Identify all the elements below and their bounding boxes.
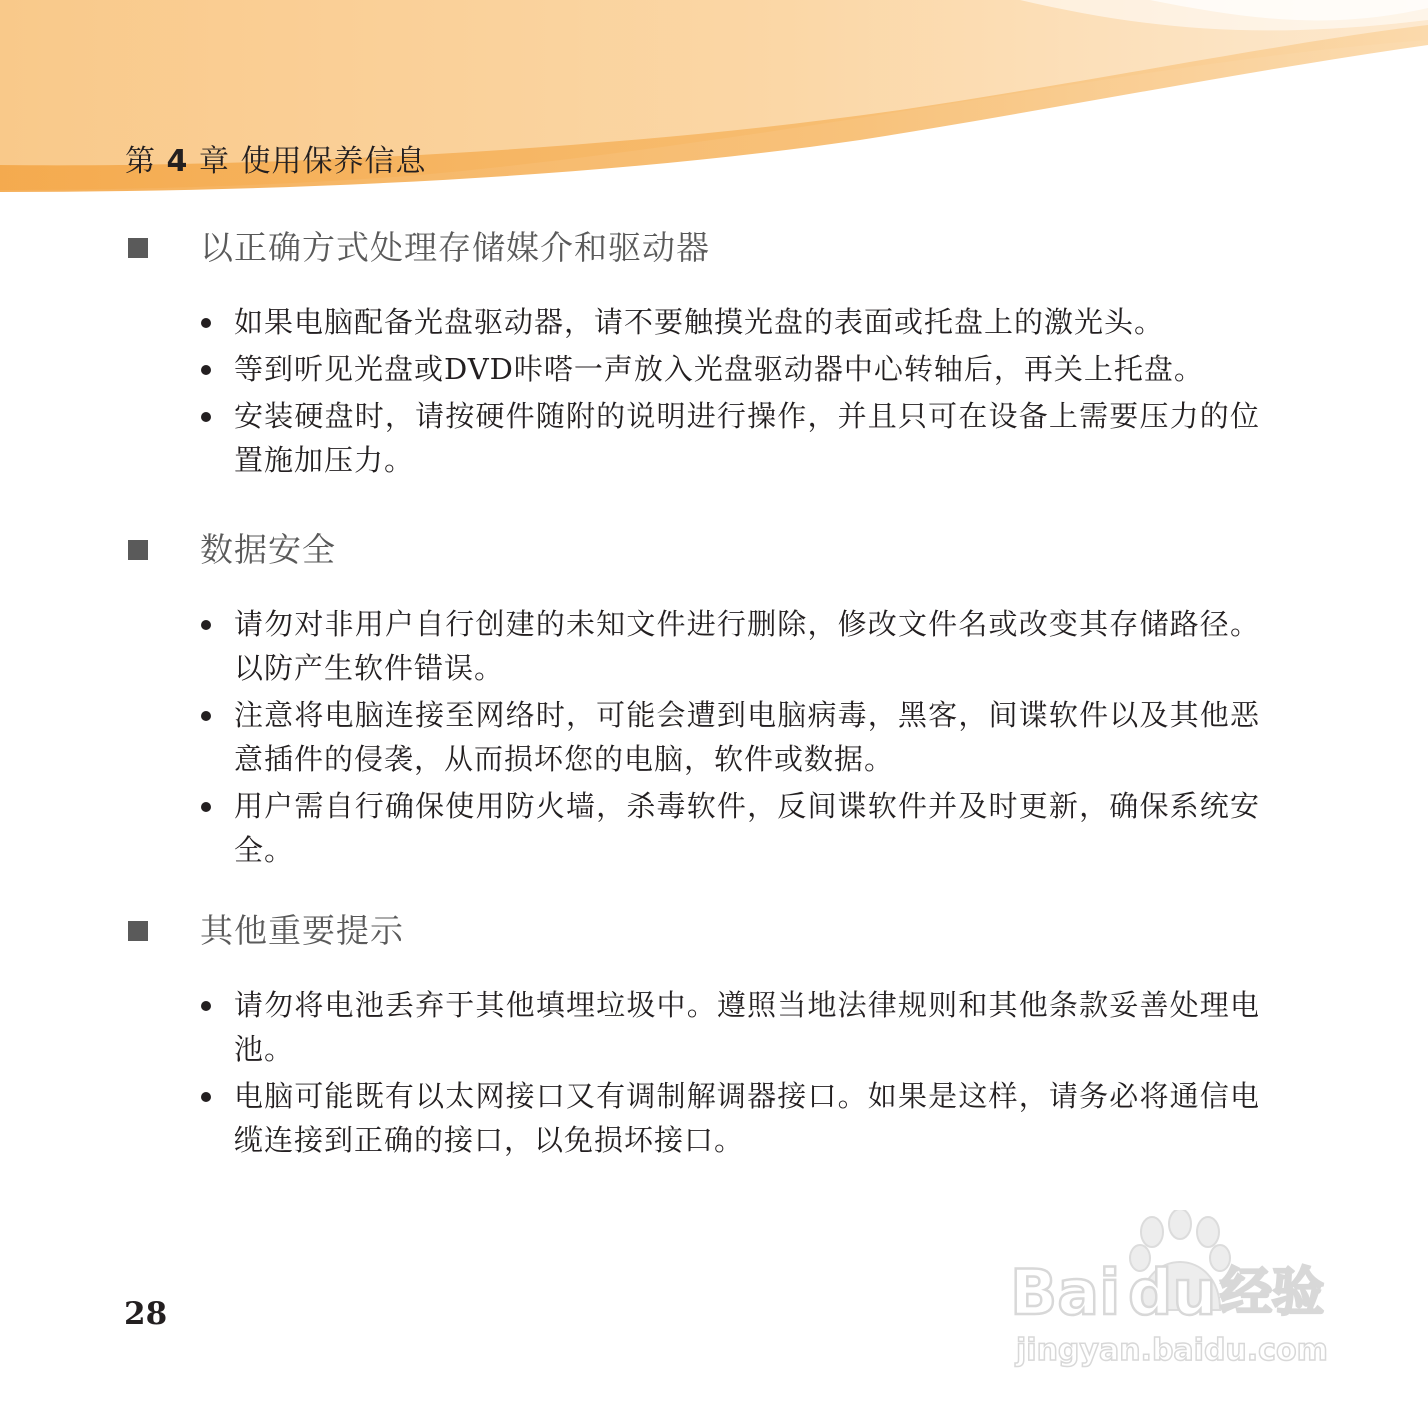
- bullet-list: [198, 300, 1260, 485]
- list-item-text: 注意将电脑连接至网络时，可能会遭到电脑病毒，黑客，间谍软件以及其他恶意插件的侵袭，从而损坏您的电脑，软件或数据。: [234, 698, 1260, 776]
- section-heading: [128, 228, 148, 268]
- list-item: [198, 784, 1260, 872]
- svg-text:du: du: [1128, 1256, 1217, 1329]
- list-item: [198, 1074, 1260, 1162]
- bullet-dot-icon: [201, 802, 211, 812]
- chapter-title: [125, 136, 427, 180]
- list-item-text: 安装硬盘时，请按硬件随附的说明进行操作，并且只可在设备上需要压力的位置施加压力。: [234, 399, 1260, 477]
- chapter-suffix: 章 使用保养信息: [198, 144, 427, 179]
- section-heading-text: 以正确方式处理存储媒介和驱动器: [200, 228, 710, 267]
- section-heading: [128, 911, 148, 951]
- svg-text:jingyan.baidu.com: jingyan.baidu.com: [1016, 1333, 1328, 1368]
- page-number: 28: [124, 1296, 168, 1332]
- list-item-text: 用户需自行确保使用防火墙，杀毒软件，反间谍软件并及时更新，确保系统安全。: [234, 789, 1260, 867]
- section-heading-text: 数据安全: [200, 530, 336, 569]
- list-item: [198, 300, 1260, 344]
- bullet-list: [198, 983, 1260, 1165]
- list-item-text: 如果电脑配备光盘驱动器，请不要触摸光盘的表面或托盘上的激光头。: [234, 305, 1165, 339]
- section-heading-text: 其他重要提示: [200, 911, 404, 950]
- svg-text:经验: 经验: [1220, 1263, 1325, 1323]
- list-item: [198, 347, 1260, 391]
- bullet-dot-icon: [201, 412, 211, 422]
- square-bullet-icon: [128, 921, 148, 941]
- bullet-dot-icon: [201, 711, 211, 721]
- svg-text:Bai: Bai: [1010, 1256, 1121, 1329]
- bullet-dot-icon: [201, 620, 211, 630]
- list-item: [198, 394, 1260, 482]
- chapter-prefix: 第: [125, 144, 156, 179]
- bullet-list: [198, 602, 1260, 875]
- bullet-dot-icon: [201, 1092, 211, 1102]
- chapter-number: 4: [166, 144, 189, 179]
- bullet-dot-icon: [201, 318, 211, 328]
- list-item: [198, 602, 1260, 690]
- baidu-watermark-logo: [1010, 1210, 1350, 1380]
- bullet-dot-icon: [201, 365, 211, 375]
- list-item-text: 等到听见光盘或DVD咔嗒一声放入光盘驱动器中心转轴后，再关上托盘。: [234, 352, 1204, 386]
- list-item: [198, 693, 1260, 781]
- list-item-text: 请勿对非用户自行创建的未知文件进行删除，修改文件名或改变其存储路径。以防产生软件错误。: [234, 607, 1260, 685]
- bullet-dot-icon: [201, 1001, 211, 1011]
- section-heading: [128, 530, 148, 570]
- list-item-text: 电脑可能既有以太网接口又有调制解调器接口。如果是这样，请务必将通信电缆连接到正确的接口，以免损坏接口。: [234, 1079, 1260, 1157]
- list-item-text: 请勿将电池丢弃于其他填埋垃圾中。遵照当地法律规则和其他条款妥善处理电池。: [234, 988, 1260, 1066]
- square-bullet-icon: [128, 540, 148, 560]
- list-item: [198, 983, 1260, 1071]
- square-bullet-icon: [128, 238, 148, 258]
